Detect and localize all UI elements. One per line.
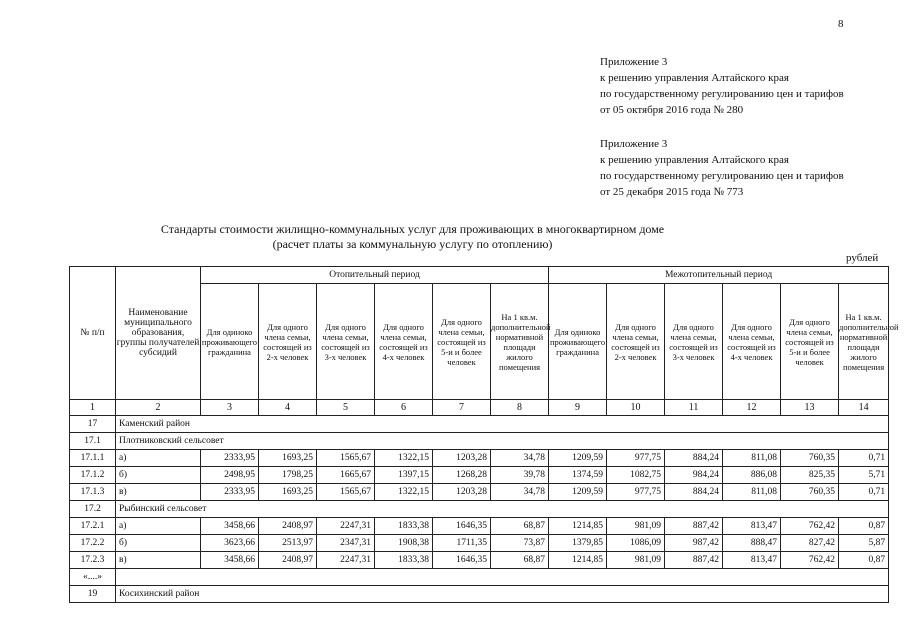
value-cell: 762,42 xyxy=(781,552,839,569)
value-cell: 1397,15 xyxy=(375,467,433,484)
column-number: 2 xyxy=(116,400,201,416)
annex-line: по государственному регулированию цен и тарифов xyxy=(600,88,844,100)
value-cell: 1209,59 xyxy=(549,484,607,501)
row-label: а) xyxy=(116,518,201,535)
row-code: 17.1 xyxy=(70,433,116,450)
column-number: 12 xyxy=(723,400,781,416)
value-cell: 811,08 xyxy=(723,450,781,467)
header-heating-col: Для одного члена семьи, состоящей из 5-и и более человек xyxy=(433,284,491,400)
value-cell: 2347,31 xyxy=(317,535,375,552)
header-nonheating-col: Для одного члена семьи, состоящей из 2-х человек xyxy=(607,284,665,400)
value-cell: 34,78 xyxy=(491,450,549,467)
value-cell: 886,08 xyxy=(723,467,781,484)
value-cell: 1646,35 xyxy=(433,552,491,569)
annex-line: Приложение 3 xyxy=(600,56,668,68)
header-nonheating-col: На 1 кв.м. дополнительной нормативной площади жилого помещения xyxy=(839,284,889,400)
value-cell: 977,75 xyxy=(607,450,665,467)
table-row xyxy=(70,450,889,467)
header-heating-col: Для одного члена семьи, состоящей из 3-х человек xyxy=(317,284,375,400)
value-cell: 1693,25 xyxy=(259,450,317,467)
value-cell: 1665,67 xyxy=(317,467,375,484)
value-cell: 1646,35 xyxy=(433,518,491,535)
header-nonheating-period: Межотопительный период xyxy=(549,267,889,284)
column-number: 14 xyxy=(839,400,889,416)
section-label: Плотниковский сельсовет xyxy=(116,433,889,450)
tariff-table xyxy=(69,266,899,603)
value-cell: 813,47 xyxy=(723,518,781,535)
header-heating-col: Для одного члена семьи, состоящей из 4-х человек xyxy=(375,284,433,400)
value-cell: 762,42 xyxy=(781,518,839,535)
column-number: 6 xyxy=(375,400,433,416)
annex-line: по государственному регулированию цен и тарифов xyxy=(600,170,844,182)
header-nonheating-col: Для одного члена семьи, состоящей из 4-х человек xyxy=(723,284,781,400)
row-code: 19 xyxy=(70,586,116,603)
value-cell: 981,09 xyxy=(607,552,665,569)
value-cell: 5,71 xyxy=(839,467,889,484)
value-cell: 1833,38 xyxy=(375,552,433,569)
value-cell: 34,78 xyxy=(491,484,549,501)
value-cell: 2408,97 xyxy=(259,552,317,569)
document-title xyxy=(0,222,905,252)
section-row xyxy=(70,501,889,518)
section-row xyxy=(70,586,889,603)
annex-line: Приложение 3 xyxy=(600,138,668,150)
value-cell: 813,47 xyxy=(723,552,781,569)
section-label: Рыбинский сельсовет xyxy=(116,501,889,518)
table-row xyxy=(70,484,889,501)
annex-block-2 xyxy=(600,136,844,200)
table-body xyxy=(70,416,889,603)
row-code: 17.2.1 xyxy=(70,518,116,535)
row-label: в) xyxy=(116,552,201,569)
row-label: б) xyxy=(116,535,201,552)
header-nonheating-col: Для одиноко проживающего гражданина xyxy=(549,284,607,400)
table-row xyxy=(70,518,889,535)
value-cell: 2498,95 xyxy=(201,467,259,484)
page-number: 8 xyxy=(838,18,844,30)
table-row xyxy=(70,467,889,484)
value-cell: 1379,85 xyxy=(549,535,607,552)
row-code: 17.2.2 xyxy=(70,535,116,552)
row-code: 17.1.2 xyxy=(70,467,116,484)
value-cell: 1711,35 xyxy=(433,535,491,552)
ellipsis-spacer xyxy=(116,569,889,586)
value-cell: 1798,25 xyxy=(259,467,317,484)
value-cell: 1322,15 xyxy=(375,484,433,501)
value-cell: 887,42 xyxy=(665,518,723,535)
column-number: 3 xyxy=(201,400,259,416)
value-cell: 0,87 xyxy=(839,552,889,569)
row-label: б) xyxy=(116,467,201,484)
value-cell: 760,35 xyxy=(781,484,839,501)
value-cell: 987,42 xyxy=(665,535,723,552)
column-number-row xyxy=(70,400,889,416)
header-heating-col: Для одного члена семьи, состоящей из 2-х человек xyxy=(259,284,317,400)
value-cell: 3458,66 xyxy=(201,552,259,569)
row-code: 17.1.1 xyxy=(70,450,116,467)
header-nonheating-col: Для одного члена семьи, состоящей из 5-и и более человек xyxy=(781,284,839,400)
header-heating-col: Для одиноко проживающего гражданина xyxy=(201,284,259,400)
section-row xyxy=(70,433,889,450)
title-line-2: (расчет платы за коммунальную услугу по отоплению) xyxy=(272,237,553,251)
value-cell: 1086,09 xyxy=(607,535,665,552)
value-cell: 3623,66 xyxy=(201,535,259,552)
column-number: 7 xyxy=(433,400,491,416)
value-cell: 1214,85 xyxy=(549,552,607,569)
row-code: 17.1.3 xyxy=(70,484,116,501)
value-cell: 39,78 xyxy=(491,467,549,484)
value-cell: 1565,67 xyxy=(317,450,375,467)
header-name: Наименование муниципального образования, группы получателей субсидий xyxy=(116,267,201,400)
value-cell: 1209,59 xyxy=(549,450,607,467)
column-number: 1 xyxy=(70,400,116,416)
row-label: в) xyxy=(116,484,201,501)
row-code: 17.2 xyxy=(70,501,116,518)
section-label: Каменский район xyxy=(116,416,889,433)
annex-line: к решению управления Алтайского края xyxy=(600,154,789,166)
table-row xyxy=(70,535,889,552)
column-number: 9 xyxy=(549,400,607,416)
annex-line: к решению управления Алтайского края xyxy=(600,72,789,84)
header-nonheating-col: Для одного члена семьи, состоящей из 3-х человек xyxy=(665,284,723,400)
value-cell: 2408,97 xyxy=(259,518,317,535)
value-cell: 981,09 xyxy=(607,518,665,535)
row-code: 17 xyxy=(70,416,116,433)
value-cell: 977,75 xyxy=(607,484,665,501)
column-number: 8 xyxy=(491,400,549,416)
value-cell: 825,35 xyxy=(781,467,839,484)
annex-block-1 xyxy=(600,54,844,118)
value-cell: 888,47 xyxy=(723,535,781,552)
value-cell: 1908,38 xyxy=(375,535,433,552)
value-cell: 68,87 xyxy=(491,552,549,569)
ellipsis-mark: «....» xyxy=(70,569,116,586)
value-cell: 884,24 xyxy=(665,450,723,467)
value-cell: 1268,28 xyxy=(433,467,491,484)
value-cell: 1374,59 xyxy=(549,467,607,484)
value-cell: 73,87 xyxy=(491,535,549,552)
value-cell: 1214,85 xyxy=(549,518,607,535)
value-cell: 1082,75 xyxy=(607,467,665,484)
header-number: № п/п xyxy=(70,267,116,400)
section-row xyxy=(70,416,889,433)
table-row xyxy=(70,552,889,569)
value-cell: 5,87 xyxy=(839,535,889,552)
header-heating-col: На 1 кв.м. дополнительной нормативной площади жилого помещения xyxy=(491,284,549,400)
column-number: 4 xyxy=(259,400,317,416)
value-cell: 811,08 xyxy=(723,484,781,501)
unit-label: рублей xyxy=(846,252,879,264)
row-label: а) xyxy=(116,450,201,467)
value-cell: 0,87 xyxy=(839,518,889,535)
column-number: 10 xyxy=(607,400,665,416)
value-cell: 1322,15 xyxy=(375,450,433,467)
value-cell: 3458,66 xyxy=(201,518,259,535)
table-header xyxy=(70,267,899,416)
value-cell: 1203,28 xyxy=(433,450,491,467)
value-cell: 760,35 xyxy=(781,450,839,467)
value-cell: 68,87 xyxy=(491,518,549,535)
value-cell: 0,71 xyxy=(839,450,889,467)
value-cell: 1565,67 xyxy=(317,484,375,501)
column-number: 11 xyxy=(665,400,723,416)
value-cell: 1693,25 xyxy=(259,484,317,501)
value-cell: 0,71 xyxy=(839,484,889,501)
column-number: 13 xyxy=(781,400,839,416)
annex-line: от 05 октября 2016 года № 280 xyxy=(600,104,744,116)
value-cell: 887,42 xyxy=(665,552,723,569)
value-cell: 2247,31 xyxy=(317,552,375,569)
value-cell: 1203,28 xyxy=(433,484,491,501)
header-heating-period: Отопительный период xyxy=(201,267,549,284)
value-cell: 2333,95 xyxy=(201,484,259,501)
value-cell: 2333,95 xyxy=(201,450,259,467)
column-number: 5 xyxy=(317,400,375,416)
value-cell: 984,24 xyxy=(665,467,723,484)
value-cell: 2247,31 xyxy=(317,518,375,535)
title-line-1: Стандарты стоимости жилищно-коммунальных услуг для проживающих в многоквартирном доме xyxy=(160,222,665,236)
annex-line: от 25 декабря 2015 года № 773 xyxy=(600,186,744,198)
value-cell: 2513,97 xyxy=(259,535,317,552)
section-label: Косихинский район xyxy=(116,586,889,603)
value-cell: 884,24 xyxy=(665,484,723,501)
value-cell: 827,42 xyxy=(781,535,839,552)
value-cell: 1833,38 xyxy=(375,518,433,535)
ellipsis-row xyxy=(70,569,889,586)
row-code: 17.2.3 xyxy=(70,552,116,569)
